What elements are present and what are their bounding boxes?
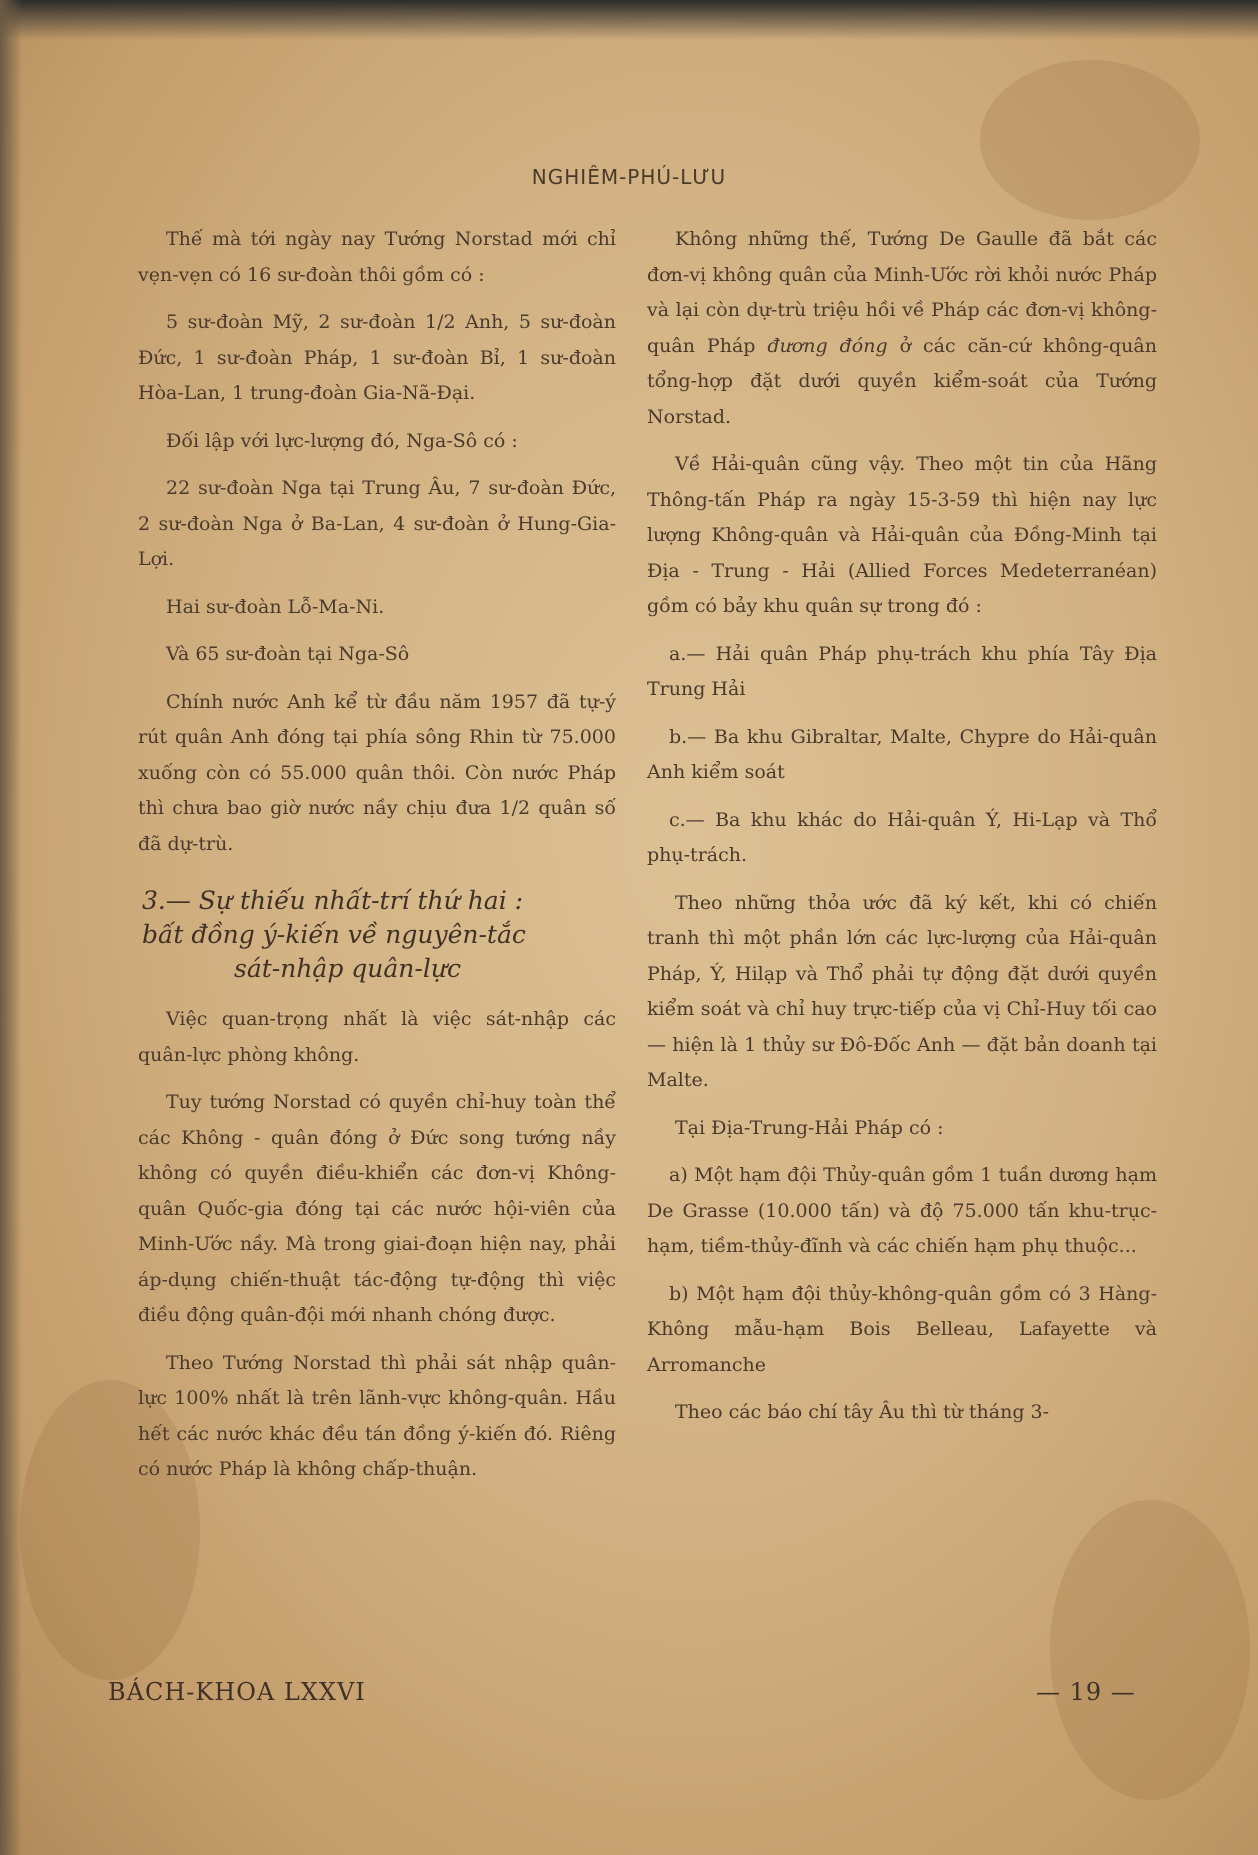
paragraph: Hai sư-đoàn Lỗ-Ma-Ni. [166,595,385,618]
paragraph: Tuy tướng Norstad có quyền chỉ-huy toàn thể các Không - quân đóng ở Đức song tướng nầy không có quyền điều-khiển các đơn-vị Không-quân Quốc-gia đóng tại các nước hội-viên của Minh-Ước nầy. Mà trong giai-đoạn hiện nay, phải áp-dụng chiến-thuật tác-động tự-động thì việc điều động quân-đội mới nhanh chóng được. [138,1091,616,1326]
section-heading-line: bất đồng ý-kiến về nguyên-tắc [142,920,526,949]
list-item: b.— Ba khu Gibraltar, Malte, Chypre do Hải-quân Anh kiểm soát [647,725,1157,783]
left-column [138,222,616,1500]
list-item: a.— Hải quân Pháp phụ-trách khu phía Tây Địa Trung Hải [647,642,1157,700]
paragraph: 22 sư-đoàn Nga tại Trung Âu, 7 sư-đoàn Đức, 2 sư-đoàn Nga ở Ba-Lan, 4 sư-đoàn ở Hung-Gia-Lợi. [138,477,616,570]
list-item: a) Một hạm đội Thủy-quân gồm 1 tuần dương hạm De Grasse (10.000 tấn) và độ 75.000 tấn khu-trục-hạm, tiềm-thủy-đĩnh và các chiến hạm phụ thuộc... [647,1164,1157,1257]
paragraph: Theo các báo chí tây Âu thì từ tháng 3- [675,1401,1050,1423]
running-head: NGHIÊM-PHÚ-LƯU [531,165,727,189]
paper-stain [1050,1500,1250,1800]
paragraph: Theo Tướng Norstad thì phải sát nhập quân-lực 100% nhất là trên lãnh-vực không-quân. Hầu hết các nước khác đều tán đồng ý-kiến đó. Riêng có nước Pháp là không chấp-thuận. [138,1351,616,1480]
scan-top-edge [0,0,1258,40]
paragraph: Việc quan-trọng nhất là việc sát-nhập các quân-lực phòng không. [138,1008,616,1066]
paragraph: Theo những thỏa ước đã ký kết, khi có chiến tranh thì một phần lớn các lực-lượng của Hải-quân Pháp, Ý, Hilạp và Thổ phải tự động đặt dưới quyền kiểm soát và chỉ huy trực-tiếp của vị Chỉ-Huy tối cao — hiện là 1 thủy sư Đô-Đốc Anh — đặt bản doanh tại Malte. [647,891,1157,1091]
section-heading [138,884,616,986]
right-column [647,222,1157,1443]
paragraph: 5 sư-đoàn Mỹ, 2 sư-đoàn 1/2 Anh, 5 sư-đoàn Đức, 1 sư-đoàn Pháp, 1 sư-đoàn Bỉ, 1 sư-đoàn Hòa-Lan, 1 trung-đoàn Gia-Nã-Đại. [138,311,616,404]
paragraph-text: Không những thế, Tướng De Gaulle đã bắt các đơn-vị không quân của Minh-Ước rời khỏi nước Pháp và lại còn dự-trù triệu hồi về Pháp các đơn-vị không-quân Pháp [647,228,1157,357]
footer-publication: BÁCH-KHOA LXXVI [108,1678,366,1706]
paragraph: Thế mà tới ngày nay Tướng Norstad mới chỉ vẹn-vẹn có 16 sư-đoàn thôi gồm có : [138,228,616,286]
section-heading-line: sát-nhập quân-lực [234,954,461,983]
paragraph: Và 65 sư-đoàn tại Nga-Sô [166,643,410,665]
paragraph: Đối lập với lực-lượng đó, Nga-Sô có : [166,429,518,452]
footer-page-number: — 19 — [1036,1678,1136,1706]
section-heading-line: 3.— Sự thiếu nhất-trí thứ hai : [142,886,524,915]
italic-text: đương đóng [767,334,888,357]
list-item: b) Một hạm đội thủy-không-quân gồm có 3 Hàng-Không mẫu-hạm Bois Belleau, Lafayette và Arromanche [647,1282,1157,1376]
paper-stain [980,60,1200,220]
paragraph: Về Hải-quân cũng vậy. Theo một tin của Hãng Thông-tấn Pháp ra ngày 15-3-59 thì hiện nay lực lượng Không-quân và Hải-quân của Đồng-Minh tại Địa - Trung - Hải (Allied Forces Medeterranéan) gồm có bảy khu quân sự trong đó : [647,453,1157,617]
paragraph [647,222,1157,435]
paragraph: Tại Địa-Trung-Hải Pháp có : [675,1116,944,1139]
list-item: c.— Ba khu khác do Hải-quân Ý, Hi-Lạp và Thổ phụ-trách. [647,808,1157,866]
paragraph-text: ở các căn-cứ không-quân tổng-hợp đặt dưới quyền kiểm-soát của Tướng Norstad. [647,334,1157,428]
scan-left-edge [0,0,22,1855]
paragraph: Chính nước Anh kể từ đầu năm 1957 đã tự-ý rút quân Anh đóng tại phía sông Rhin từ 75.000 xuống còn có 55.000 quân thôi. Còn nước Pháp thì chưa bao giờ nước nầy chịu đưa 1/2 quân số đã dự-trù. [138,690,616,855]
